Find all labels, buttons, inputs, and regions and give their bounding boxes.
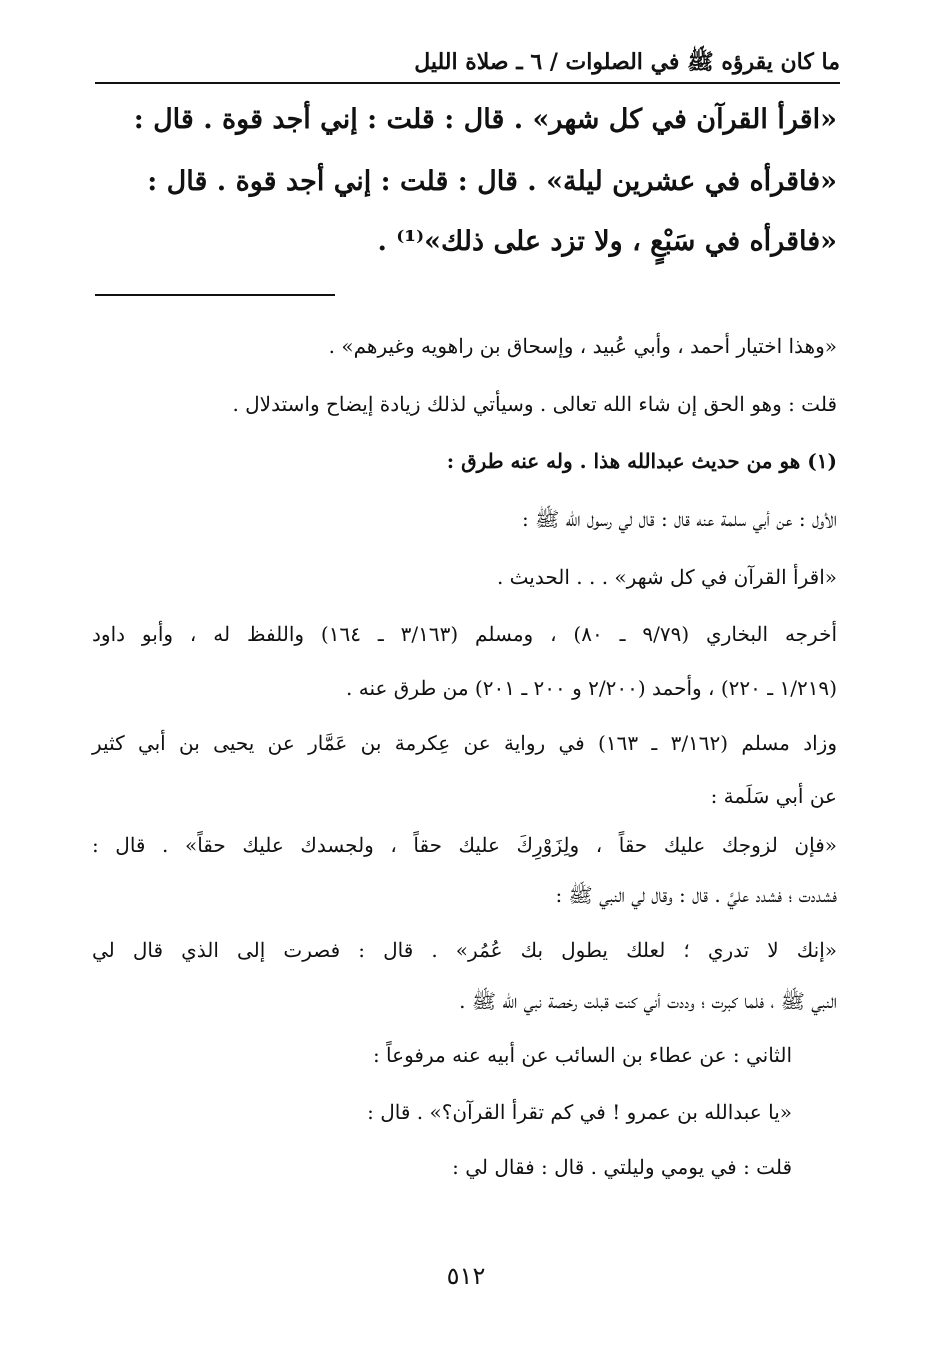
footnote-line: عن أبي سَلَمة : [710, 784, 837, 808]
page-number: ٥١٢ [446, 1262, 486, 1290]
footnote-line: قلت : في يومي وليلتي . قال : فقال لي : [452, 1155, 792, 1179]
footnote-line: فشددت ؛ فشدد عليَّ . قال : وقال لي النبي ﷺ : [555, 883, 837, 907]
running-header [95, 44, 840, 84]
footnote-line: قلت : وهو الحق إن شاء الله تعالى . وسيأتي لذلك زيادة إيضاح واستدلال . [232, 392, 837, 416]
footnote-line: «وهذا اختيار أحمد ، وأبي عُبيد ، وإسحاق بن راهويه وغيرهم» . [328, 334, 837, 358]
footnote-marker-line: (١) هو من حديث عبدالله هذا . وله عنه طرق : [446, 449, 837, 473]
footnote-line: الثاني : عن عطاء بن السائب عن أبيه عنه مرفوعاً : [372, 1043, 792, 1067]
main-text-line-2: «فاقرأه في عشرين ليلة» . قال : قلت : إني أجد قوة . قال : [147, 166, 837, 197]
header-title: ما كان يقرؤه ﷺ في الصلوات / ٦ ـ صلاة الليل [414, 49, 840, 75]
footnote-line: «يا عبدالله بن عمرو ! في كم تقرأ القرآن؟» . قال : [367, 1100, 792, 1124]
footnote-line: أخرجه البخاري (٩/٧٩ ـ ٨٠) ، ومسلم (٣/١٦٣ ـ ١٦٤) واللفظ له ، وأبو داود [92, 622, 837, 646]
footnote-line: «إنك لا تدري ؛ لعلك يطول بك عُمُر» . قال : فصرت إلى الذي قال لي [92, 938, 837, 962]
footnote-line: وزاد مسلم (٣/١٦٢ ـ ١٦٣) في رواية عن عِكرمة بن عَمَّار عن يحيى بن أبي كثير [92, 731, 837, 755]
footnote-line: النبي ﷺ ، فلما كبرت ؛ وددت أني كنت قبلت رخصة نبي الله ﷺ . [459, 989, 837, 1013]
footnote-line: «اقرأ القرآن في كل شهر» . . . الحديث . [496, 565, 837, 589]
footnote-separator [95, 294, 335, 296]
footnote-line: «فإن لزوجك عليك حقاً ، ولِزَوْرِكَ عليك حقاً ، ولجسدك عليك حقاً» . قال : [92, 833, 837, 857]
footnote-line: الأول : عن أبي سلمة عنه قال : قال لي رسول الله ﷺ : [521, 507, 837, 531]
main-text-line-3: «فاقرأه في سَبْعٍ ، ولا تزد على ذلك»⁽¹⁾ . [377, 226, 837, 257]
footnote-line: (١/٢١٩ ـ ٢٢٠) ، وأحمد (٢/٢٠٠ و ٢٠٠ ـ ٢٠١) من طرق عنه . [346, 676, 837, 700]
main-text-line-1: «اقرأ القرآن في كل شهر» . قال : قلت : إني أجد قوة . قال : [133, 104, 837, 135]
